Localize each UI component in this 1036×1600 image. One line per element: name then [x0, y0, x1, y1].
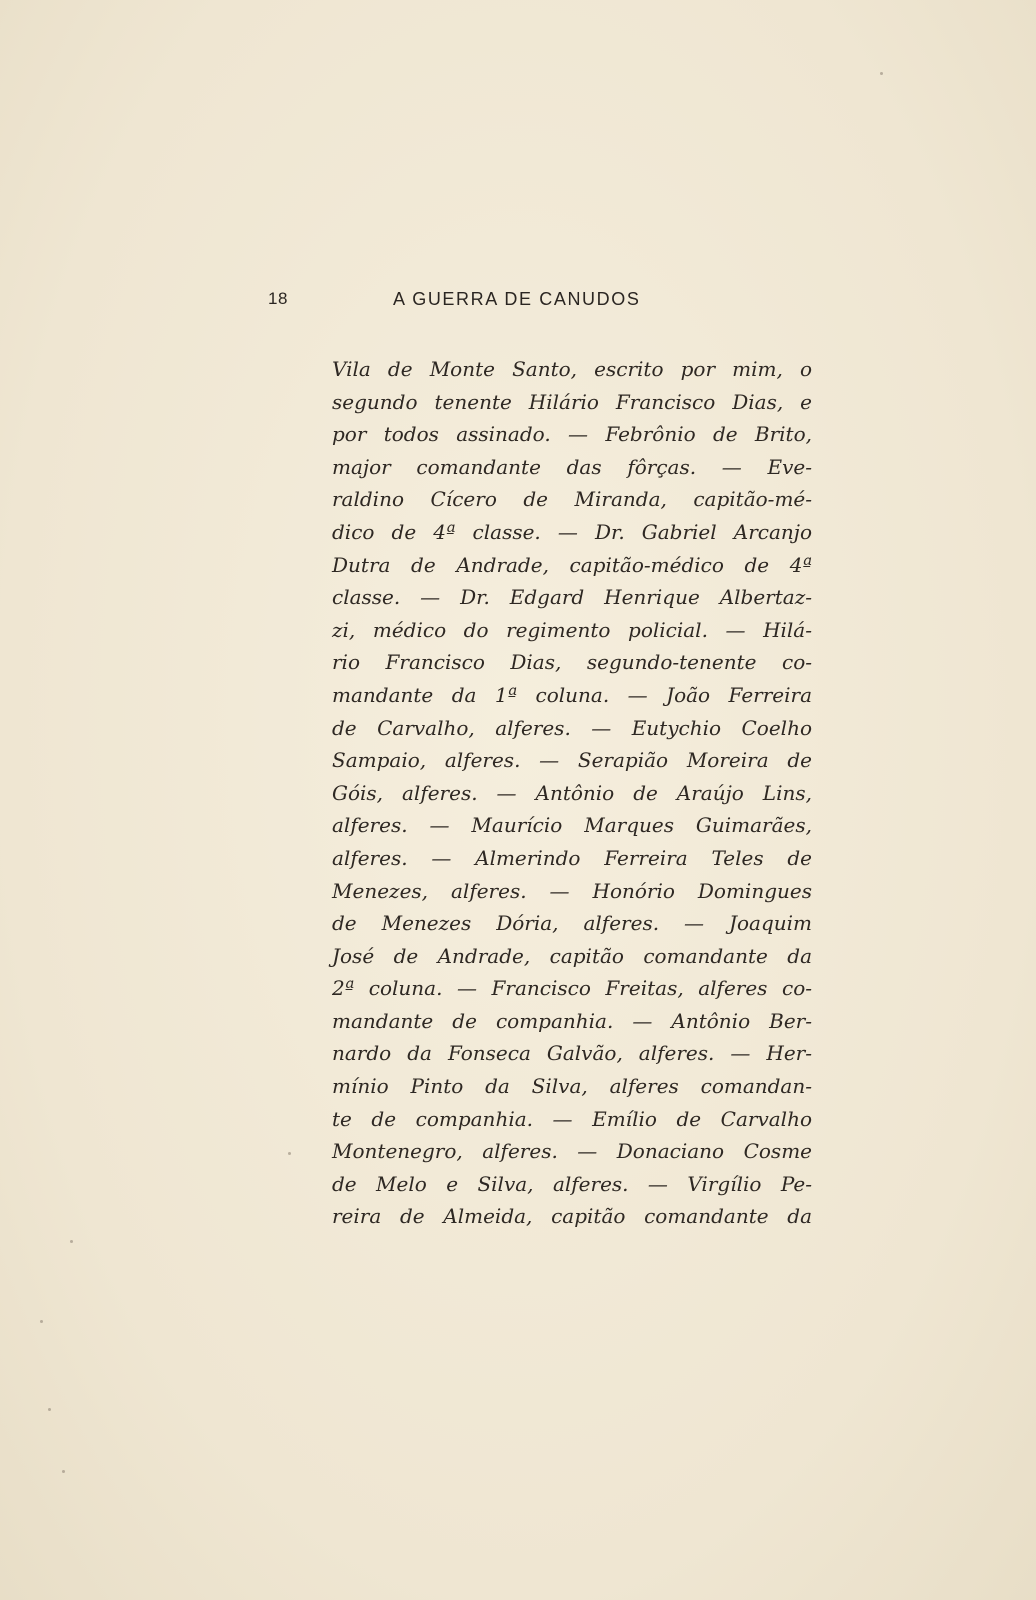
paper-speck: [880, 72, 883, 75]
text-line: alferes. — Almerindo Ferreira Teles de: [332, 845, 812, 870]
text-line: mandante da 1ª coluna. — João Ferreira: [332, 682, 812, 707]
text-line: mínio Pinto da Silva, alferes comandan-: [332, 1074, 812, 1099]
text-line: de Carvalho, alferes. — Eutychio Coelho: [332, 715, 812, 740]
text-line: rio Francisco Dias, segundo-tenente co-: [332, 650, 812, 675]
paper-speck: [288, 1152, 291, 1155]
text-line: dico de 4ª classe. — Dr. Gabriel Arcanjo: [332, 519, 812, 544]
text-line: segundo tenente Hilário Francisco Dias, e: [332, 389, 812, 414]
text-line: de Melo e Silva, alferes. — Virgílio Pe-: [332, 1171, 812, 1196]
body-text: [332, 353, 812, 1233]
page-header: [0, 289, 1036, 315]
text-line: de Menezes Dória, alferes. — Joaquim: [332, 911, 812, 936]
text-line: mandante de companhia. — Antônio Ber-: [332, 1008, 812, 1033]
paper-speck: [40, 1320, 43, 1323]
text-line: por todos assinado. — Febrônio de Brito,: [332, 422, 812, 447]
text-line: Menezes, alferes. — Honório Domingues: [332, 878, 812, 903]
text-line: Sampaio, alferes. — Serapião Moreira de: [332, 748, 812, 773]
text-line: Góis, alferes. — Antônio de Araújo Lins,: [332, 780, 812, 805]
text-line: reira de Almeida, capitão comandante da: [332, 1204, 812, 1229]
paper-speck: [70, 1240, 73, 1243]
text-line: Vila de Monte Santo, escrito por mim, o: [332, 357, 812, 381]
text-line: nardo da Fonseca Galvão, alferes. — Her-: [332, 1041, 812, 1066]
text-line: alferes. — Maurício Marques Guimarães,: [332, 813, 812, 838]
text-line: major comandante das fôrças. — Eve-: [332, 454, 812, 479]
running-title: A GUERRA DE CANUDOS: [393, 289, 641, 309]
paper-speck: [48, 1408, 51, 1411]
paper-speck: [62, 1470, 65, 1473]
text-line: te de companhia. — Emílio de Carvalho: [332, 1106, 812, 1131]
text-line: Dutra de Andrade, capitão-médico de 4ª: [332, 552, 812, 577]
text-line: Montenegro, alferes. — Donaciano Cosme: [332, 1139, 812, 1164]
text-line: raldino Cícero de Miranda, capitão-mé-: [332, 487, 812, 512]
text-line: zi, médico do regimento policial. — Hilá-: [332, 617, 812, 642]
text-line: 2ª coluna. — Francisco Freitas, alferes co-: [332, 976, 812, 1001]
text-line: classe. — Dr. Edgard Henrique Albertaz-: [332, 585, 812, 610]
text-line: José de Andrade, capitão comandante da: [332, 943, 812, 968]
page-number: 18: [268, 289, 288, 308]
